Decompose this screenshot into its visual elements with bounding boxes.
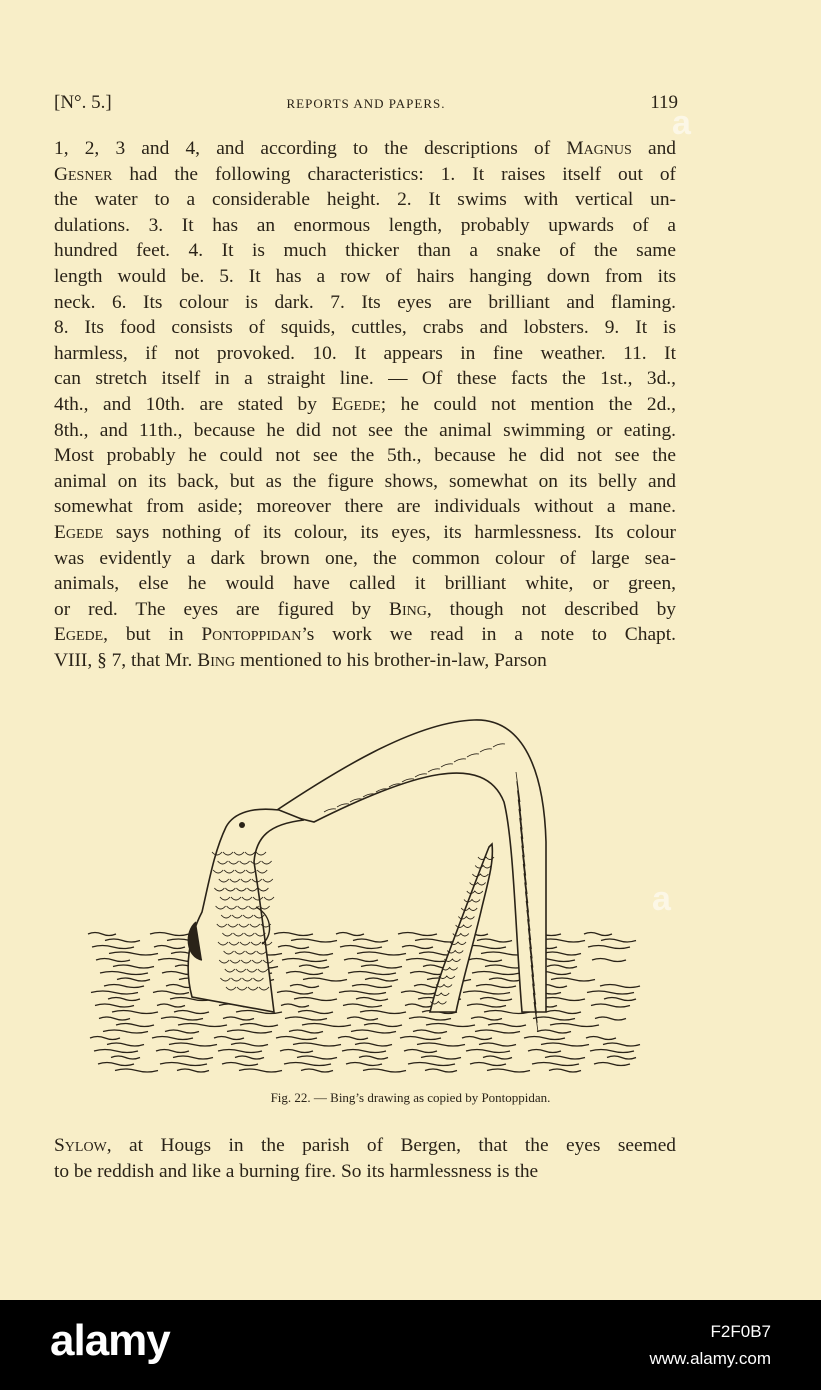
text-line: 8. Its food consists of squids, cuttles, crabs and lobsters. 9. It is xyxy=(54,317,676,339)
watermark-ghost-logo: a xyxy=(672,104,691,142)
paragraph-continued xyxy=(54,1133,676,1184)
small-caps-name: Gesner xyxy=(54,163,113,185)
paragraph-main xyxy=(54,136,676,673)
small-caps-name: Egede xyxy=(54,521,104,543)
text-line: 1, 2, 3 and 4, and according to the descriptions of Magnus and xyxy=(54,138,676,159)
text-line: Sylow, at Hougs in the parish of Bergen, that the eyes seemed xyxy=(54,1135,676,1156)
sea-serpent-illustration xyxy=(84,712,644,1080)
text-line: Egede says nothing of its colour, its eyes, its harmlessness. Its colour xyxy=(54,521,676,543)
small-caps-name: Pontoppidan xyxy=(201,624,302,646)
text-line: length would be. 5. It has a row of hairs hanging down from its xyxy=(54,265,676,287)
small-caps-name: Bing xyxy=(197,649,236,671)
page-number: 119 xyxy=(650,92,678,113)
small-caps-name: Egede xyxy=(331,393,381,415)
small-caps-name: Magnus xyxy=(566,138,632,159)
text-line: the water to a considerable height. 2. It swims with vertical un- xyxy=(54,189,676,211)
text-line: to be reddish and like a burning fire. So its harmlessness is the xyxy=(54,1160,539,1182)
serpent-arch xyxy=(274,720,546,1012)
text-line: 4th., and 10th. are stated by Egede; he could not mention the 2d., xyxy=(54,393,676,415)
text-line: 8th., and 11th., because he did not see the animal swimming or eating. xyxy=(54,419,676,441)
text-line: Most probably he could not see the 5th., because he did not see the xyxy=(54,445,676,467)
figure-caption: Fig. 22. — Bing’s drawing as copied by Pontoppidan. xyxy=(270,1090,551,1105)
watermark-info xyxy=(649,1318,771,1372)
text-line: Egede, but in Pontoppidan’s work we read in a note to Chapt. xyxy=(54,624,676,646)
text-line: animal on its back, but as the figure shows, somewhat on its belly and xyxy=(54,470,676,492)
text-line: VIII, § 7, that Mr. Bing mentioned to his brother-in-law, Parson xyxy=(54,649,547,671)
alamy-logo: alamy xyxy=(50,1316,170,1365)
sea-waves xyxy=(88,933,640,1073)
text-line: somewhat from aside; moreover there are individuals without a mane. xyxy=(54,496,676,518)
site-url: www.alamy.com xyxy=(649,1349,771,1368)
text-line: can stretch itself in a straight line. — Of these facts the 1st., 3d., xyxy=(54,368,676,390)
serpent-head xyxy=(188,809,304,1012)
running-header xyxy=(54,92,678,120)
text-line: was evidently a dark brown one, the common colour of large sea- xyxy=(54,547,676,569)
text-line: dulations. 3. It has an enormous length, probably upwards of a xyxy=(54,214,676,236)
text-line: hundred feet. 4. It is much thicker than a snake of the same xyxy=(54,240,676,262)
small-caps-name: Sylow xyxy=(54,1135,107,1156)
image-id: F2F0B7 xyxy=(710,1322,771,1341)
small-caps-name: Bing xyxy=(389,598,427,620)
text-line: Gesner had the following characteristics: 1. It raises itself out of xyxy=(54,163,676,185)
serpent-eye xyxy=(239,822,245,828)
issue-number: [N°. 5.] xyxy=(54,92,112,113)
small-caps-name: Egede xyxy=(54,624,104,646)
text-line: or red. The eyes are figured by Bing, though not described by xyxy=(54,598,676,620)
text-line: harmless, if not provoked. 10. It appears in fine weather. 11. It xyxy=(54,342,676,364)
watermark-ghost-logo: a xyxy=(652,880,671,918)
text-line: neck. 6. Its colour is dark. 7. Its eyes are brilliant and flaming. xyxy=(54,291,676,313)
text-line: animals, else he would have called it brilliant white, or green, xyxy=(54,573,676,595)
running-title: REPORTS AND PAPERS. xyxy=(286,96,446,111)
